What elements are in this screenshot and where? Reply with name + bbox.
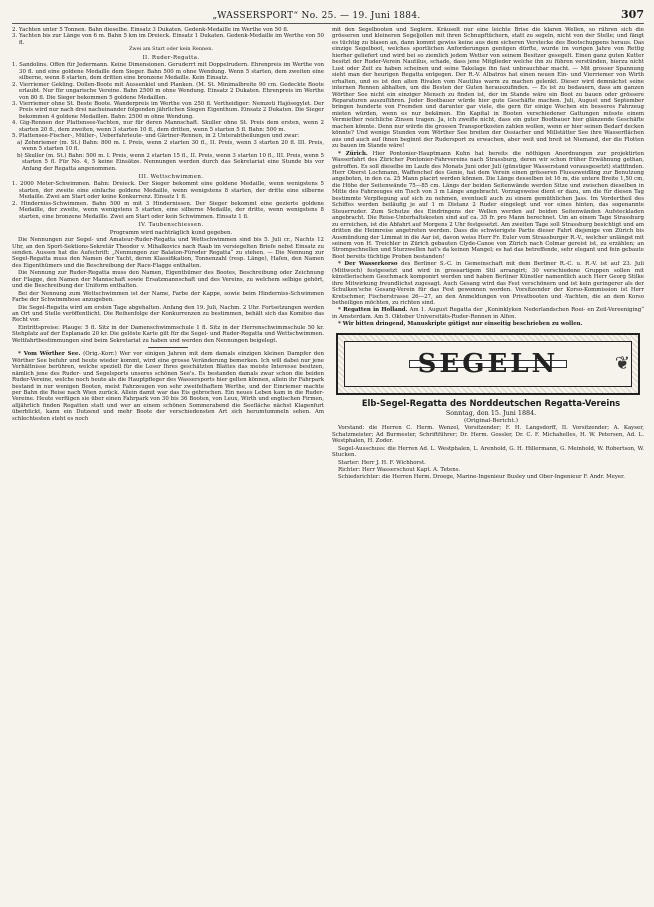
list-item: 4. Gig-Rennen der Plattensee-Yachten, nur für deren Mannschaft. Skuller ohne St. Preis dem ersten, wenn 2 starten 20 fl., dem zweiten, wenn 3 starten 10 fl., dem dritten, wenn 5 starten 5 fl. Bahn: 500 m. [12, 120, 324, 133]
paragraph: Bei der Nennung zum Wettschwimmen ist der Name, Farbe der Kappe, sowie beim Hinderniss-Schwimmen Farbe der Schwimmhose anzugeben. [12, 290, 324, 304]
list-item: 1. 2000 Meter-Schwimmen. Bahn: Dreieck. Der Sieger bekommt eine goldene Medaille, wenn wenigstens 5 starten, der zweite eine einfache goldene Medaille, wenn wenigstens 8 starten, der dritte eine silberne Medaille. Zwei am Start oder keine Konkurrenz. Einsatz 1 fl. [12, 181, 324, 201]
paragraph: mit den Segelbooten und Seglern. Kräuselt nur eine leichte Brise die klaren Wellen, so rühren sich die grösseren und kleineren Segeljollen mit ihren Schnupftüchern, statt zu segeln, nicht von der Stelle; und fängt es tüchtig zu blasen an, dann kommt gewiss keine aus dem sicheren Verstecke des Bootschuppens heraus. Das einzige Segelboot, welches sportlichen Anforderungen genügen dürfte, wurde im vorigen Jahre von Rettig hierher geliefert und wird bei so ziemlich jedem Wetter von seinem Besitzer gesegelt. Einen ganz guten Kutter besitzt der Ruder-Verein Nautilus, schade, dass jene Mitglieder welche ihn zu führen verstünden, hierzu nicht Lust oder Zeit zu haben scheinen und seine Takelage ihn fast unbrauchbar macht. — Mit grosser Spannung sieht man der heurigen Regatta entgegen. Der R.-V. Albatros hat einen neuen Ein- und Vierriemer von Wirth erhalten, und es ist den alten Rivalen vom Nautilus warm zu machen gelenkt. Dieser wird demnächst seine internen Rennen abhalten, um die Besten der Guten herauszufinden. — Es ist zu bedauern, dass am ganzen Wörther See nicht ein einziger Mensch zu finden ist, der im Stande wäre ein Boot zu bauen oder grössere Reparaturen auszuführen. Jeder Bootbauer würde hier gute Geschäfte machen. Juli, August und September bringen hunderte von Fremden und darunter gar viele, die gern für einige Wochen ein besseres Fahrzeug mieten würden, wenn es nur bekämen. Ein Kapital in Booten verschiedener Gattungen müsste einem Vermiether reichliche Zinsen tragen. Ja, ich zweifle nicht, dass ein guter Bootbauer hier glänzende Geschäfte machen könnte. Denn nur würde die grossen Transportkosten zahlen wollen, wenn er hier seinen Bedarf decken könnte? Und wenige Stunden vom Wörther See breiten der Ossiacher und Millstätter See ihre Wasserflächen aus und auch auf ihnen beginnt der Rudersport zu erwachen, aber weit und breit ist Niemand, der die Flotten zu bauen im Stande wäre! [332, 27, 644, 150]
sub-item: a) Zehnriemer (m. St.) Bahn: 800 m. I. Preis, wenn 2 starten 30 fl., II. Preis, wenn 3 starten 20 fl. III. Preis, wenn 5 starten 10 fl. [17, 139, 324, 153]
wasserkorso-runin: * Der Wasserkorso [338, 261, 398, 268]
credit-line: Schiedsrichter: die Herren Herm. Droege, Marine-Ingenieur Busley und Ober-Ingenieur F. Andr. Meyer. [338, 474, 625, 481]
ornament-icon: ❦ [614, 352, 630, 374]
page-header [12, 8, 644, 24]
list-item: 2. Hinderniss-Schwimmen. Bahn 500 m mit 3 Hindernissen. Der Sieger bekommt eine gezierte goldene Medaille, der zweite, wenn wenigstens 5 starten, eine silberne Medaille, der dritte, wenn wenigstens 8 starten, eine bronzene Medaille. Zwei am Start oder kein Schwimmen. Einsatz 1 fl. [12, 200, 324, 220]
credit-line: Segel-Ausschuss: die Herren Ad. L. Westphalen, L. Arenhold, G. H. Hillermann, G. Meinhold, W. Robertson, W. Stucken. [332, 445, 644, 459]
section-heading: IV. Taubenschiessen. [138, 222, 204, 229]
list-item: 2. Yachten unter 5 Tonnen. Bahn dieselbe. Einsatz 3 Dukaten. Gedenk-Medaille im Werthe von 50 fl. [12, 27, 289, 33]
banner-word: SEGELN [409, 360, 568, 368]
sub-item: b) Skuller (m. St.) Bahn: 500 m. I. Preis, wenn 2 starten 15 fl., II. Preis, wenn 3 starten 10 fl., III. Preis, wenn 5 starten 5 fl. Für No. 4, 5 keine Einsätze. Nennungen werden durch das Sekretariat eine Stunde bis vor Anfang der Regatta angenommen. [17, 152, 324, 172]
zurich-runin: * Zürich. [338, 150, 368, 157]
regatta-report: (Original-Bericht.) [464, 417, 518, 424]
divider [148, 347, 188, 348]
list-item: 3. Vierriemer ohne St. Beste Boote. Wanderpreis im Werthe von 250 fl. Vertheidiger: Nemzeti Hajósegylet. Der Preis wird nur nach drei nacheinander folgenden jährlichen Siegen Eigenthum. Einsatz 2 Dukaten. Die Sieger bekommen 4 goldene Medaillen. Bahn: 2500 m ohne Wendung. [12, 100, 324, 120]
paragraph: Die Segel-Regatta wird am ersten Tage abgehalten. Anfang den 19. Juli, Nachm. 2 Uhr. Fortsetzungen werden an Ort und Stelle veröffentlicht. Die Reihenfolge der Konkurrenzen zu bestimmen, behält sich das Komitee das Recht vor. [12, 304, 324, 324]
header-title: „WASSERSPORT“ No. 25. — 19. Juni 1884. [212, 11, 421, 21]
start-note: Zwei am Start oder kein Rennen. [128, 46, 214, 53]
segeln-banner [336, 333, 640, 395]
section-heading: II. Ruder-Regatta. [142, 54, 200, 61]
article-source: (Orig.-Korr.) [83, 351, 117, 358]
wasserkorso-text: des Berliner S.-C. in Gemeinschaft mit dem Berliner R.-C. u. R.-V. ist auf 23. Juli (Mittwoch) festgesetzt und wird in grossartigem Stil arrangirt; 30 verschiedene Gruppen sollen mit künstlerischem Geschmack komponirt werden und haben Berliner Künstler namentlich auch Herr Georg Stilke ihre Mitwirkung freundlichst zugesagt. Auch Gesang wird das Fest verschönern und ist kein geringerer als der Schulken'sche Gesang-Verein für das Fest gewonnen worden. Vorsitzender der Korso-Kommission ist Herr Kretschmer, Fischerstrasse 26—27, an den Anmeldungen von Privatbooten und -Yachten, die an dem Korso betheiligen möchten, zu richten sind. [332, 261, 644, 307]
credit-line: Starter: Herr J. H. F. Wichhorst. [338, 459, 426, 466]
regatta-title: Elb-Segel-Regatta des Norddeutschen Regatta-Vereins [361, 397, 621, 408]
columns [12, 27, 644, 907]
wasserkorso-paragraph [332, 261, 644, 306]
banner-inner [344, 341, 632, 387]
regatta-date: Sonntag, den 15. Juni 1884. [445, 408, 537, 417]
paragraph: Eintrittspreise: Plauge: 5 fl. Sitz in der Damenschwimmschule 1 fl. Sitz in der Herrenschwimmschule 50 kr. Stehplatz auf der Esplanade 20 kr. Die gelöste Karte gilt für die Segel- und Ruder-Regatta und Wettschwimmen. Wettfahrtbestimmungen sind beim Sekretariat zu haben und werden den Nennungen beigelegt. [12, 324, 324, 344]
holland-text: Am 1. August Regatta der „Koninklyken Nederlandschen Roei- en Zeil-Vereeniging“ in Amsterdam. Am 5. Oktober Universitäts-Ruder-Rennen in Alfen. [332, 307, 644, 320]
zurich-paragraph [332, 151, 644, 261]
list-item: 3. Yachten bis zur Länge von 6 m. Bahn 5 km im Dreieck. Einsatz 1 Dukaten. Gedenk-Medaille im Werthe von 50 fl. [12, 33, 324, 46]
credit-line: Vorstand: die Herren C. Herm. Wenzel, Vorsitzender; F. H. Langsdorff, II. Vorsitzender; A. Kayser, Schatzmeister; Ad Burmester, Schriftführer; Dr. Herm. Gossler, Dr. C. F. Michahelles, H. W. Petersen, Ad. L. Westphalen, H. Zoder. [332, 425, 644, 445]
list-item: 1. Sandolins. Offen für Jedermann. Keine Dimensionen. Geruderrt mit Doppelrudern. Ehrenpreis im Werthe von 30 fl. und eine goldene Medaille dem Sieger. Bahn 500 m ohne Wendung. Wenn 5 starten, dem zweiten eine silberne, wenn 8 starten, dem dritten eine bronzene Medaille. Kein Einsatz. [12, 62, 324, 82]
article-runin: * Vom Wörther See. [18, 351, 81, 358]
manuscript-request: * Wir bitten dringend, Manuskripte gütigst nur einseitig beschrieben zu wollen. [338, 321, 583, 328]
credit-line: Richter: Herr Wasserschout Kapt. A. Tetens. [338, 467, 461, 474]
section-note: Programm wird nachträglich kund gegeben. [109, 229, 233, 236]
list-item: 5. Plattensee-Fischer-, Müller-, Ueberfahrleute- und Gärtner-Rennen, in 2 Unterabtheilungen und zwar: [12, 133, 300, 140]
paragraph: Die Nennungen zur Segel- und Amateur-Ruder-Regatta und Wettschwimmen sind bis 5. Juli cr., Nachts 12 Uhr, an den Sport-Sektions-Sekretär Theodor v. Mihalkovics nach Raab im versiegelten Briefe nebst Einsatz zu senden. Aussen hat die Aufschrift: „Nennungen zur Balaton-Füreder Regatta“ zu stehen. — Die Nennung zur Segel-Regatta muss den Namen der Yacht, deren Klassifikation, Tonnenzahl (resp. Länge), Hafen, den Namen des Eigenthümers und die Beschreibung der Race-Flagge enthalten. [12, 237, 324, 269]
right-column [332, 27, 644, 907]
page-number: 307 [621, 8, 644, 21]
holland-paragraph [332, 307, 644, 320]
holland-runin: * Regatten in Holland. [338, 307, 408, 314]
list-item: 2. Vierriemer Gekling. Dollen-Boote mit Aussenkiel und Planken. (M. St. Minimalbreite 90 cm. Gedeckte Boote erlaubt. Nur für ungarische Vereine. Bahn 2500 m ohne Wendung. Einsatz 2 Dukaten. Ehrenpreis im Werthe von 80 fl. Die Sieger bekommen 5 goldene Medaillen. [12, 81, 324, 101]
left-column [12, 27, 324, 907]
article-text: Wer vor einigen Jahren mit dem damals einzigen kleinen Dampfer den Wörther See befuhr und heute wieder kommt, wird eine grosse Veränderung bemerken. Ich will dabei nur jene Verhältnisse berühren, welche speziell für die Leser Ihres geschätzten Blattes das meiste Interesse besitzen, nämlich jene des Ruder- und Segelsports unseres schönen See's. Es bestanden damals zwar schon die beiden Ruder-Vereine, welche noch heute als die Hauptpfleger des Wassersports hier gelten können, allein ihr Fahrpark bestand in nur wenigen Booten, meist Fahrzeugen von sehr zweifelhaftem Werthe, und der Einriemer machte per Bahn die Reise nach Wien zurück. Allein damit war das Eis gebrochen. Ein neues Leben kam in die Ruder-Vereine. Heute verfügen sie über einen Fahrpark von 30 bis 36 Booten, von Leux, Wirth und englischen Firmen, alljährlich finden Regatten statt und wer an einem schönen Sommerabend die Seefläche nächst Klagenfurt überblickt, kann ein Dutzend und mehr Boote der verschiedensten Art sich herumtummeln sehen. Am schlechtesten steht es noch [12, 351, 324, 422]
article-paragraph [12, 351, 324, 422]
section-heading: III. Wettschwimmen. [138, 173, 204, 180]
paragraph: Die Nennung zur Ruder-Regatta muss den Namen, Eigenthümer des Bootes, Beschreibung oder Zeichnung der Flagge, den Namen der Mannschaft sowie Ersatzmannschaft und des Vereins, zu welchem selbige gehört, und die Beschreibung der Uniform enthalten. [12, 270, 324, 290]
zurich-text: Hier Pontonier-Hauptmann Kuhn hat bereits die nöthigen Anordnungen zur projektirten Wasserfahrt des Züricher Pontonier-Fahrvereins nach Strassburg, deren wir schon früher Erwähnung gethan, getroffen. Es soll dieselbe im Laufe des Monats Juni oder Juli (günstiger Wasserstand vorausgesetzt) stattfinden. Herr Oberst Lochmann, Waffenchef des Genie, hat dem Verein einen grösseren Flusszweidling zur Benutzung angeboten, in den ca. 25 Mann placirt werden können. Die Länge desselben ist 16 m, die untere Breite 1,50 cm, die Höhe der Seitenwände 75—85 cm. Längs der beiden Seitenwände werden Sitze und zwischen dieselben in Mitte des Fahrzeuges ein Tisch von 3 m Länge angebracht. Vorzugsweise dient er dazu, um die für diesen Tag bestimmte Verpflegung auf sich zu nehmen, eventuell auch zu einem gemüthlichen Jass. Im Vordertheil des Schiffes werden beiläufig je auf 1 m Distanz 2 Ruder eingelegt und vor eines hinten, das sogenannte Steuerruder. Zum Schutze des Eindringens der Wellen werden auf beiden Seitenwänden Aufsteckladen angebracht. Die Reise-Unterhaltskosten sind auf ca. 35 fr. pro Mann berechnet. Um an einem Tage Strassburg zu erreichen, ist die Abfahrt auf Morgens 2 Uhr festgesetzt. Am zweiten Tage soll Strassburg besichtigt und am dritten die Heimreise angetreten werden. Dass die schwierigste Partie dieser Fahrt diejenige von Zürich bis Ausmündung der Limmat in die Aar ist, davon weiss Herr Fr. Euler vom Strassburger R.-V., welcher unlängst mit seinem von H. Treichler in Zürich gebauten Clyde-Canoe von Zürich nach Colmar gereist ist, zu erzählen; an Strompschnellen und Sturzwellen hat's da keinen Mangel; es hat das betreffende, sehr elegant und fein gebaute Boot bereits tüchtige Proben bestanden! [332, 150, 644, 260]
